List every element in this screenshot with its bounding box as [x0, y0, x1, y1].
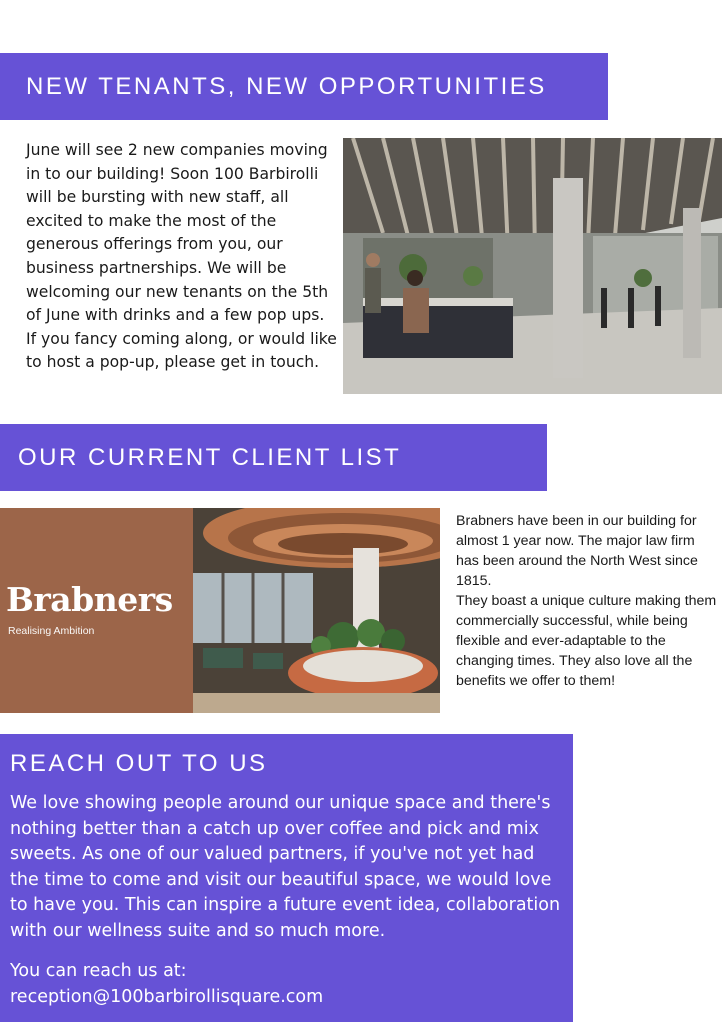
brabners-office-photo [193, 508, 440, 713]
brabners-description [456, 511, 718, 691]
contact-block [10, 958, 562, 1010]
brabners-tagline: Realising Ambition [8, 625, 95, 637]
heading-text: NEW TENANTS, NEW OPPORTUNITIES [26, 72, 547, 100]
brabners-logo: Brabners [6, 580, 173, 619]
new-tenants-paragraph: June will see 2 new companies moving in to our building! Soon 100 Barbirolli will be bursting with new staff, all excited to make the most of the generous offerings from you, our business partnerships. We will be welcoming our new tenants on the 5th of June with drinks and a few pop ups. If you fancy coming along, or would like to host a pop-up, please get in touch. [26, 141, 337, 372]
section-heading-client-list [0, 424, 547, 491]
brabners-paragraph-1: Brabners have been in our building for almost 1 year now. The major law firm has been around the North West since 1815. [456, 513, 698, 589]
reach-out-paragraph: We love showing people around our unique space and there's nothing better than a catch up over coffee and pick and mix sweets. As one of our valued partners, if you've not yet had the time to come and visit our beautiful space, we would love to have you. This can inspire a future event idea, collaboration with our wellness suite and so much more. [10, 793, 561, 941]
contact-email[interactable]: reception@100barbirollisquare.com [10, 987, 324, 1007]
reach-out-panel [0, 734, 573, 1022]
contact-label: You can reach us at: [10, 961, 187, 981]
section-heading-new-tenants [0, 53, 608, 120]
office-lobby-photo [343, 138, 722, 394]
brabners-paragraph-2: They boast a unique culture making them commercially successful, while being flexible and ever-adaptable to the changing times. They also love all the benefits we offer to them! [456, 593, 717, 689]
heading-text: OUR CURRENT CLIENT LIST [18, 443, 402, 471]
brabners-logo-tile [0, 508, 193, 713]
section-heading-reach-out: REACH OUT TO US [10, 750, 268, 777]
